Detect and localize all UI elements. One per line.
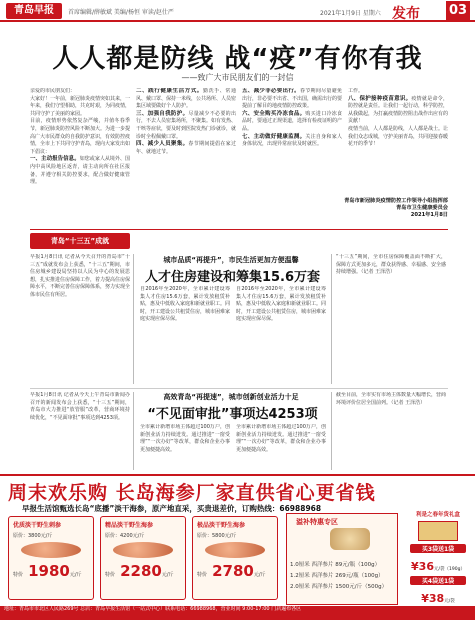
price-unit: 元/袋（190g） — [434, 567, 465, 572]
letter-column-2 — [136, 88, 236, 228]
letter-heading: 三、加强自我防护。 — [136, 110, 189, 117]
letter-column-4 — [348, 88, 448, 198]
letter-heading: 八、保护接种疫苗意识。 — [348, 95, 412, 102]
story1-headline: 人才住房建设和筹集15.6万套 — [144, 270, 321, 285]
column-rule — [133, 392, 134, 470]
story2-mid-column: 全市累计新增市场主体超过100万户，创新创业活力持续迸发。通过推进“一窗受理”“一次办好”等改革，群众和企业办事更加便捷高效。 — [236, 424, 326, 453]
product-card — [192, 516, 278, 600]
letter-paragraph: 勤洗手、常通风、戴口罩、保持一米线，公共场所、人员密集区域要做好个人防护。 — [136, 88, 236, 110]
main-headline: 人人都是防线 战“疫”有你有我 — [52, 44, 423, 74]
column-rule — [331, 392, 332, 470]
issue-date: 2021年1月9日 星期六 — [320, 10, 381, 17]
price-label: 特价 — [13, 572, 24, 578]
special-offer-line: 1.0厘米 西洋参片 89元/瓶（100g） — [290, 562, 381, 568]
story2-left-column: 早报1月8日讯 记者从今天上午青岛市新闻办召开的新闻发布会上获悉，“十三五”期间，青岛市大力推进“放管服”改革，营商环境持续优化，“不见面审批”事项达到4253项。 — [30, 392, 130, 421]
main-subheadline: ——致广大市民朋友们的一封信 — [181, 73, 294, 82]
price-unit: 元/袋 — [444, 599, 455, 604]
price-unit: 元/斤 — [69, 572, 82, 578]
story2-kicker: 高效青岛“再提速”，城市创新创业活力十足 — [163, 393, 299, 401]
gift-box-image — [418, 521, 458, 541]
letter-heading: 一、主动报告信息。 — [30, 156, 80, 163]
story2-headline: “不见面审批”事项达4253项 — [147, 407, 318, 422]
letter-paragraph: 疫情就是命令，防控就是责任。让我们一起行动，科学防控，从我做起，为打赢疫情防控阻击战作出应有的贡献！ — [348, 95, 448, 125]
original-price: 原价：4200元/斤 — [105, 533, 145, 539]
product-name: 精品淡干野生海参 — [105, 522, 154, 529]
letter-heading: 六、安全购买冷冻食品。 — [242, 110, 306, 117]
price-label: 特价 — [105, 572, 116, 578]
letter-paragraph: 购买进口冷冻食品时，要通过正规渠道，选择有检疫证明的产品。 — [242, 110, 342, 132]
product-card — [100, 516, 186, 600]
column-rule — [133, 254, 134, 384]
promo-price: ¥36 — [411, 560, 434, 573]
gift-box-offer — [406, 510, 470, 606]
story1-mid-column: 自2016年至2020年，全市累计建设筹集人才住房15.6万套，累计发放租赁补贴，惠及中低收入家庭和新就业职工。同时，开工建设公共租赁住房，城市困难家庭实现应保尽保。 — [236, 286, 326, 323]
page-number: 03 — [446, 1, 470, 21]
letter-heading: 七、主动做好健康监测。 — [242, 133, 306, 140]
letter-paragraph: 尽量减少不必要的出行，不去人员密集场所，不聚集。如有发热、干咳等症状，要及时到医院发热门诊就诊，就诊时全程佩戴口罩。 — [136, 110, 236, 140]
special-offer-line: 1.2厘米 西洋参片 269元/瓶（100g） — [290, 573, 384, 579]
gift-box-title: 利是之春年货礼盒 — [415, 512, 460, 518]
letter-paragraph: 疫情当前，人人都是防线，人人都是战士。让我们众志成城，守护美丽青岛，共同迎接春暖花开的季节！ — [348, 125, 448, 148]
promo-price: ¥38 — [421, 592, 445, 605]
sale-price: 2780 — [212, 562, 254, 580]
letter-paragraph: 如您或家人从境外、国内中高风险地区返青，请主动向所在社区报备，并遵守相关防控要求，配合做好健康管理。 — [30, 156, 130, 186]
letter-heading: 四、减少人员聚集。 — [136, 141, 189, 148]
letter-heading: 五、减少非必要出行。 — [242, 88, 300, 94]
letter-greeting: 亲爱的市民朋友们： — [30, 88, 76, 94]
story2-mid-column: 全市累计新增市场主体超过100万户，创新创业活力持续迸发。通过推进“一窗受理”“一次办好”等改革，群众和企业办事更加便捷高效。 — [140, 424, 230, 453]
story1-kicker: 城市品质“再提升”，市民生活更加方便温馨 — [163, 256, 299, 264]
ginseng-image — [330, 528, 370, 550]
letter-column-1 — [30, 88, 130, 228]
product-card — [8, 516, 94, 600]
letter-paragraph: 大家好！一年前，新冠肺炎疫情突如其来，一年来，我们守望相助，共克时艰，为同疫情，共同守护了美丽的家园。 — [30, 95, 130, 117]
sea-cucumber-image — [205, 542, 265, 558]
letter-paragraph: 春节期间提倡在家过年、就地过节。 — [136, 141, 236, 155]
ad-subtitle: 早报生活馆甄选长岛“底播”淡干海参，原产地直采，买贵退差价，订购热线：66988968 — [22, 504, 322, 513]
section-name: 发布 — [392, 6, 420, 22]
price-unit: 元/斤 — [253, 572, 266, 578]
story1-left-column: 早报1月8日讯 记者从今天召开的青岛市“十三五”成就发布会上获悉，“十三五”期间，市住房城乡建设局坚持以人民为中心的发展思想，扎实推进住房保障工作，着力提高住房保障水平，不断完善住房保障体系，努力实现全体市民住有所居。 — [30, 254, 130, 298]
letter-paragraph: 春节期间尽量避免出行，非必要不出省、不出国，确需出行的要提前了解目的地疫情防控政策。 — [242, 88, 342, 110]
section-banner: 青岛“十三五”成就 — [30, 233, 130, 249]
special-offer-line: 2.0厘米 西洋参片 1500元/斤（500g） — [290, 584, 388, 590]
product-name: 优质淡干野生刺参 — [13, 522, 62, 529]
letter-heading: 二、践行健康生活方式。 — [136, 88, 204, 94]
column-rule — [331, 254, 332, 384]
special-offer-title: 溢补特惠专区 — [296, 518, 338, 526]
sale-price: 1980 — [28, 562, 70, 580]
sea-cucumber-image — [21, 542, 81, 558]
sign-date: 2021年1月8日 — [410, 212, 448, 218]
divider — [30, 388, 448, 389]
editor-credits: 首席编辑/薛敏斌 美编/杨恒 审读/赵仕严 — [68, 9, 174, 16]
signer-name: 青岛市卫生健康委员会 — [396, 205, 448, 211]
newspaper-logo: 青岛早报 — [6, 3, 62, 19]
product-name: 极品淡干野生海参 — [197, 522, 246, 529]
letter-signature — [340, 198, 448, 219]
letter-paragraph: 关注自身和家人身体状况，出现异常症状及时就医。 — [242, 133, 342, 148]
ad-title: 周末欢乐购 长岛海参厂家直供省心更省钱 — [8, 482, 376, 504]
sea-cucumber-image — [113, 542, 173, 558]
ad-footer-address: 地址：青岛市市北区人民路269号 总店：青岛早报生活馆（一站式中心）联系电话：66988968，营业时间 9:00-17:00 门店遍布各区 — [0, 606, 475, 620]
original-price: 原价：3800元/斤 — [13, 533, 53, 539]
story1-right-column: “十三五”期间，全市住房保障覆盖面不断扩大，保障方式更加多元，群众获得感、幸福感、安全感持续增强。（记者 王泽浩） — [336, 254, 446, 276]
promo-tag: 买3袋送1袋 — [410, 544, 466, 553]
story2-right-column: 截至目前，全市实有市场主体数量大幅增长，营商环境评价位居全国前列。（记者 王泽浩） — [336, 392, 446, 406]
signer-name: 青岛市新冠肺炎疫情防控工作领导小组指挥部 — [344, 198, 448, 204]
story1-mid-column: 自2016年至2020年，全市累计建设筹集人才住房15.6万套，累计发放租赁补贴，惠及中低收入家庭和新就业职工。同时，开工建设公共租赁住房，城市困难家庭实现应保尽保。 — [140, 286, 230, 323]
price-label: 特价 — [197, 572, 208, 578]
original-price: 原价：5800元/斤 — [197, 533, 237, 539]
letter-paragraph: 工作。 — [348, 88, 364, 94]
letter-column-3 — [242, 88, 342, 228]
promo-tag: 买4袋送1袋 — [410, 576, 466, 585]
letter-paragraph: 目前，疫情形势依然复杂严峻，并值冬春季节，新冠肺炎防控风险不断加大。为进一步提高广大市民群众的自我防护意识，有效防控疫情，全市上下共同守护青岛，现向大家发出如下倡议： — [30, 118, 130, 155]
divider — [30, 229, 448, 230]
sale-price: 2280 — [120, 562, 162, 580]
price-unit: 元/斤 — [161, 572, 174, 578]
